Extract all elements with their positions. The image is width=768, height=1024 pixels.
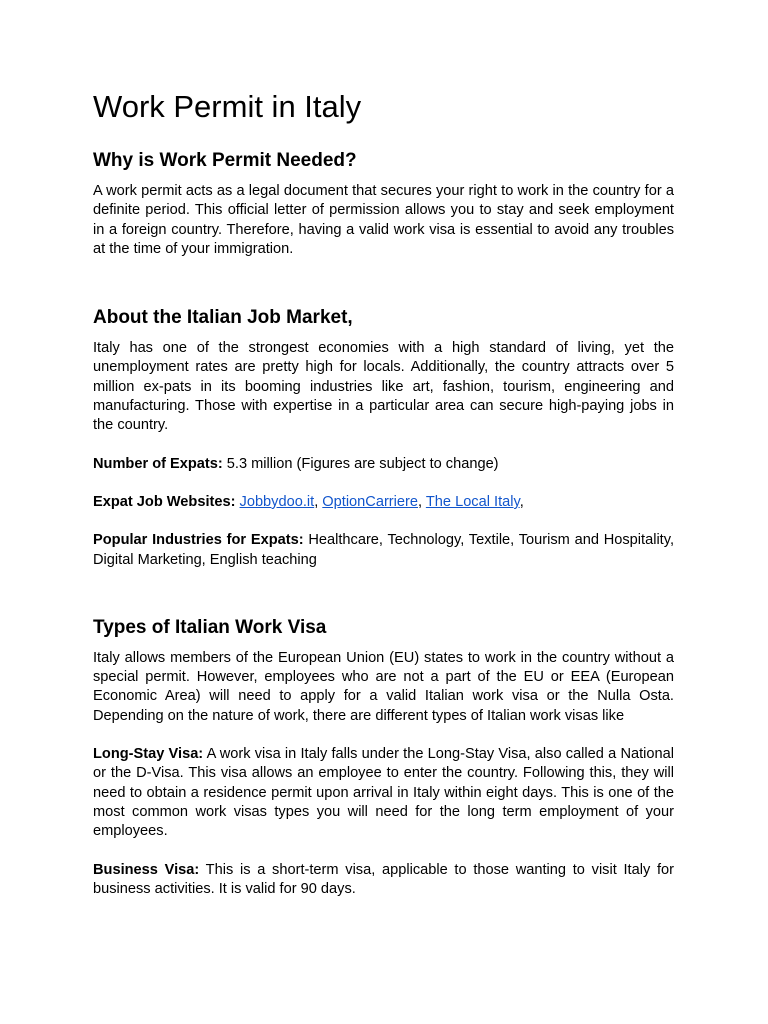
number-of-expats-value: 5.3 million (Figures are subject to change) (222, 455, 499, 472)
link-separator: , (418, 493, 426, 510)
expat-job-websites-label: Expat Job Websites: (93, 493, 236, 510)
link-jobbydoo[interactable]: Jobbydoo.it (239, 493, 315, 510)
heading-job-market: About the Italian Job Market, (93, 307, 353, 329)
document-page (93, 86, 674, 899)
expat-job-websites (93, 493, 674, 512)
page-title: Work Permit in Italy (93, 89, 362, 124)
long-stay-visa (93, 745, 674, 841)
number-of-expats-label: Number of Expats: (93, 455, 223, 472)
business-visa (93, 861, 674, 900)
long-stay-visa-value: A work visa in Italy falls under the Long-Stay Visa, also called a National or the D-Visa. This visa allows an employee to enter the country. Following this, they will need to obtain a residence permit upon arrival in Italy within eight days. This is one of the most common work visas types you will need for the long term employment of your employees. (93, 746, 674, 840)
popular-industries-label: Popular Industries for Expats: (93, 532, 304, 549)
popular-industries (93, 531, 674, 570)
business-visa-label: Business Visa: (93, 861, 200, 878)
paragraph-visa-types: Italy allows members of the European Union (EU) states to work in the country without a special permit. However, employees who are not a part of the EU or EEA (European Economic Area) will need to apply for a valid Italian work visa or the Nulla Osta. Depending on the nature of work, there are different types of Italian work visas like (93, 649, 674, 724)
heading-visa-types: Types of Italian Work Visa (93, 616, 327, 638)
link-optioncarriere[interactable]: OptionCarriere (322, 493, 419, 510)
link-separator: , (314, 493, 323, 510)
popular-industries-value: Healthcare, Technology, Textile, Tourism and Hospitality, Digital Marketing, English teaching (93, 532, 675, 568)
link-the-local-italy[interactable]: The Local Italy (425, 493, 520, 510)
paragraph-why-work-permit: A work permit acts as a legal document that secures your right to work in the country for a definite period. This official letter of permission allows you to stay and seek employment in a foreign country. Therefore, having a valid work visa is essential to avoid any troubles at the time of your immigration. (93, 183, 674, 257)
number-of-expats (93, 455, 674, 474)
paragraph-job-market: Italy has one of the strongest economies with a high standard of living, yet the unemployment rates are pretty high for locals. Additionally, the country attracts over 5 million ex-pats in its booming industries like art, fashion, tourism, engineering and manufacturing. Those with expertise in a particular area can secure high-paying jobs in the country. (93, 340, 674, 434)
heading-why-work-permit: Why is Work Permit Needed? (93, 150, 357, 171)
trailing-comma: , (519, 493, 524, 510)
business-visa-value: This is a short-term visa, applicable to those wanting to visit Italy for business activities. It is valid for 90 days. (93, 861, 675, 897)
long-stay-visa-label: Long-Stay Visa: (93, 746, 204, 763)
